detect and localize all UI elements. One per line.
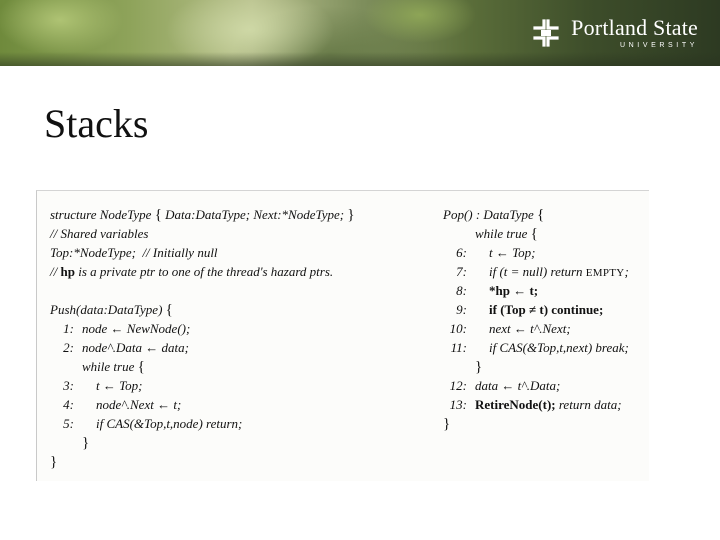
code-statement: node^.Next ← t; [96, 397, 182, 412]
line-number: 7: [456, 264, 467, 279]
code-statement: // hp is a private ptr to one of the thread's hazard ptrs. [50, 264, 334, 279]
code-statement: t ← Top; [96, 378, 143, 393]
code-statement: while true { [82, 359, 145, 375]
code-statement: } [475, 359, 483, 375]
slide-title: Stacks [44, 101, 149, 146]
code-statement: t ← Top; [489, 245, 536, 260]
code-statement: RetireNode(t); return data; [475, 397, 622, 412]
code-statement: structure NodeType { Data:DataType; Next:*NodeType; } [50, 207, 355, 223]
code-statement: next ← t^.Next; [489, 321, 571, 336]
line-number: 1: [63, 321, 74, 336]
line-number: 12: [449, 378, 467, 393]
psu-logo-icon [529, 16, 563, 50]
line-number: 9: [456, 302, 467, 317]
code-statement: if (t = null) return EMPTY; [489, 264, 629, 279]
code-figure [36, 190, 649, 481]
line-number: 3: [63, 378, 74, 393]
code-statement: if CAS(&Top,t,next) break; [489, 340, 629, 355]
code-statement: // Shared variables [50, 226, 149, 241]
code-statement: data ← t^.Data; [475, 378, 561, 393]
code-statement: } [443, 416, 451, 432]
code-statement: } [50, 454, 58, 470]
line-number: 5: [63, 416, 74, 431]
code-statement: } [82, 435, 90, 451]
university-logo [529, 14, 698, 52]
line-number: 6: [456, 245, 467, 260]
line-number: 10: [449, 321, 467, 336]
code-statement: if CAS(&Top,t,node) return; [96, 416, 243, 431]
header-banner [0, 0, 720, 66]
line-number: 8: [456, 283, 467, 298]
code-statement: Push(data:DataType) { [50, 302, 173, 318]
code-statement: Top:*NodeType; // Initially null [50, 245, 218, 260]
code-statement: *hp ← t; [489, 283, 539, 298]
logo-name: Portland State [571, 15, 698, 40]
code-statement: if (Top ≠ t) continue; [489, 302, 604, 317]
code-statement: while true { [475, 226, 538, 242]
logo-subtitle: UNIVERSITY [619, 42, 698, 49]
code-statement: node ← NewNode(); [82, 321, 191, 336]
code-statement: node^.Data ← data; [82, 340, 189, 355]
line-number: 2: [63, 340, 74, 355]
line-number: 13: [449, 397, 467, 412]
line-number: 4: [63, 397, 74, 412]
code-statement: Pop() : DataType { [443, 207, 545, 223]
line-number: 11: [450, 340, 467, 355]
